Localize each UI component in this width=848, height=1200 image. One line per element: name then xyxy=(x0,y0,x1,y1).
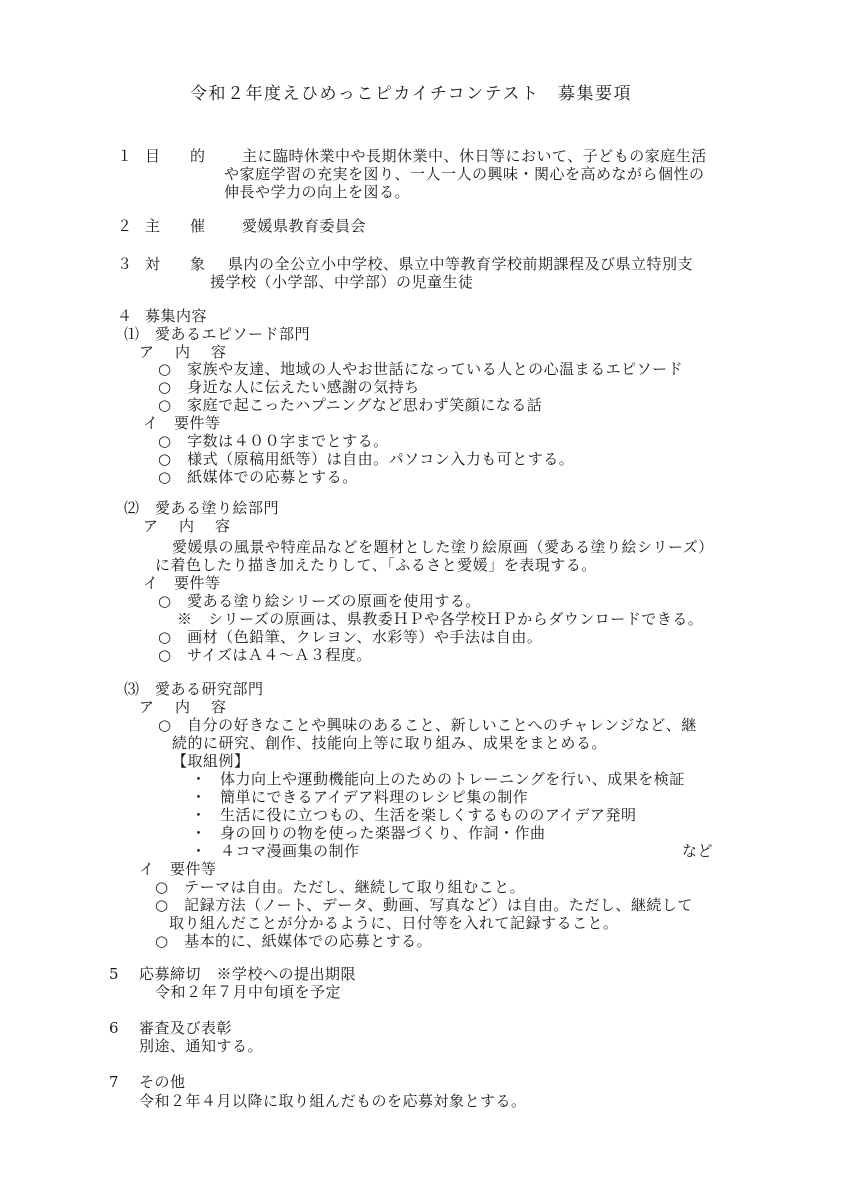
list-item: 続的に研究、創作、技能向上等に取り組み、成果をまとめる。 xyxy=(172,734,607,752)
section-text: 県内の全公立小中学校、県立中等教育学校前期課程及び県立特別支 xyxy=(228,255,694,273)
section-number: 6 xyxy=(109,1019,120,1037)
paragraph-line: に着色したり描き加えたりして、「ふるさと愛媛」を表現する。 xyxy=(155,556,597,574)
subsection-heading: ⑴ 愛あるエピソード部門 xyxy=(124,325,311,343)
example-bullet: ・ xyxy=(191,842,207,860)
example-bullet: ・ xyxy=(191,788,207,806)
section-heading: 対象 xyxy=(145,255,236,273)
note-text: ※ シリーズの原画は、県教委ＨＰや各学校ＨＰからダウンロードできる。 xyxy=(177,610,704,628)
section-heading: 応募締切 ※学校への提出期限 xyxy=(139,965,357,983)
section-text: 援学校（小学部、中学部）の児童生徒 xyxy=(210,273,474,291)
list-item: ○ 自分の好きなことや興味のあること、新しいことへのチャレンジなど、継 xyxy=(158,716,697,734)
section-text: 令和２年４月以降に取り組んだものを応募対象とする。 xyxy=(139,1092,527,1110)
section-heading: 目的 xyxy=(145,147,236,165)
item-heading: イ 要件等 xyxy=(139,860,217,878)
example-item: 簡単にできるアイデア料理のレシピ集の制作 xyxy=(220,788,529,806)
example-item: 身の回りの物を使った楽器づくり、作詞・作曲 xyxy=(220,824,546,842)
list-item: ○ 身近な人に伝えたい感謝の気持ち xyxy=(158,378,420,396)
subsection-heading: ⑵ 愛ある塗り絵部門 xyxy=(124,499,280,517)
list-item: ○ 紙媒体での応募とする。 xyxy=(158,468,358,486)
list-item: ○ 基本的に、紙媒体での応募とする。 xyxy=(155,932,433,950)
section-text: 愛媛県教育委員会 xyxy=(242,217,367,235)
example-bullet: ・ xyxy=(191,770,207,788)
item-heading: イ 要件等 xyxy=(143,414,221,432)
example-item: ４コマ漫画集の制作 xyxy=(220,842,360,860)
subsection-heading: ⑶ 愛ある研究部門 xyxy=(124,680,264,698)
example-bullet: ・ xyxy=(191,824,207,842)
item-heading: イ 要件等 xyxy=(143,574,221,592)
section-text: や家庭学習の充実を図り、一人一人の興味・関心を高めながら個性の xyxy=(224,165,705,183)
list-item: ○ テーマは自由。ただし、継続して取り組むこと。 xyxy=(155,878,526,896)
section-number: １ xyxy=(117,147,133,165)
list-item: 取り組んだことが分かるように、日付等を入れて記録すること。 xyxy=(169,914,619,932)
section-text: 別途、通知する。 xyxy=(139,1037,264,1055)
list-item: ○ 画材（色鉛筆、クレヨン、水彩等）や手法は自由。 xyxy=(158,628,543,646)
document-title: 令和２年度えひめっこピカイチコンテスト 募集要項 xyxy=(190,84,632,104)
section-heading: 主催 xyxy=(145,217,236,235)
example-item: 体力向上や運動機能向上のためのトレーニングを行い、成果を検証 xyxy=(220,770,685,788)
item-heading: ア 内 容 xyxy=(143,517,234,535)
examples-heading: 【取組例】 xyxy=(172,752,250,770)
item-heading: ア 内 容 xyxy=(139,698,230,716)
item-heading: ア 内 容 xyxy=(139,343,230,361)
list-item: ○ 家族や友達、地域の人やお世話になっている人との心温まるエピソード xyxy=(158,360,684,378)
section-number: 5 xyxy=(109,965,120,983)
section-number: ２ xyxy=(117,217,133,235)
section-heading: その他 xyxy=(139,1073,186,1091)
list-item: ○ 家庭で起こったハプニングなど思わず笑顔になる話 xyxy=(158,396,543,414)
example-item: 生活に役に立つもの、生活を楽しくするもののアイデア発明 xyxy=(220,806,637,824)
list-item: ○ 様式（原稿用紙等）は自由。パソコン入力も可とする。 xyxy=(158,450,575,468)
section-text: 主に臨時休業中や長期休業中、休日等において、子どもの家庭生活 xyxy=(242,147,707,165)
paragraph-line: 愛媛県の風景や特産品などを題材とした塗り絵原画（愛ある塗り絵シリーズ） xyxy=(172,538,714,556)
section-number: 7 xyxy=(109,1073,120,1091)
list-item: ○ 愛ある塗り絵シリーズの原画を使用する。 xyxy=(158,592,481,610)
section-text: 伸長や学力の向上を図る。 xyxy=(224,183,411,201)
section-number: ４ xyxy=(117,307,133,325)
etc-text: など xyxy=(682,842,714,860)
section-heading: 募集内容 xyxy=(145,307,208,325)
section-number: ３ xyxy=(117,255,133,273)
list-item: ○ 記録方法（ノート、データ、動画、写真など）は自由。ただし、継続して xyxy=(155,896,693,914)
example-bullet: ・ xyxy=(191,806,207,824)
section-text: 令和２年７月中旬頃を予定 xyxy=(155,983,342,1001)
list-item: ○ サイズはＡ４～Ａ３程度。 xyxy=(158,646,372,664)
list-item: ○ 字数は４００字までとする。 xyxy=(158,432,389,450)
section-heading: 審査及び表彰 xyxy=(139,1019,233,1037)
